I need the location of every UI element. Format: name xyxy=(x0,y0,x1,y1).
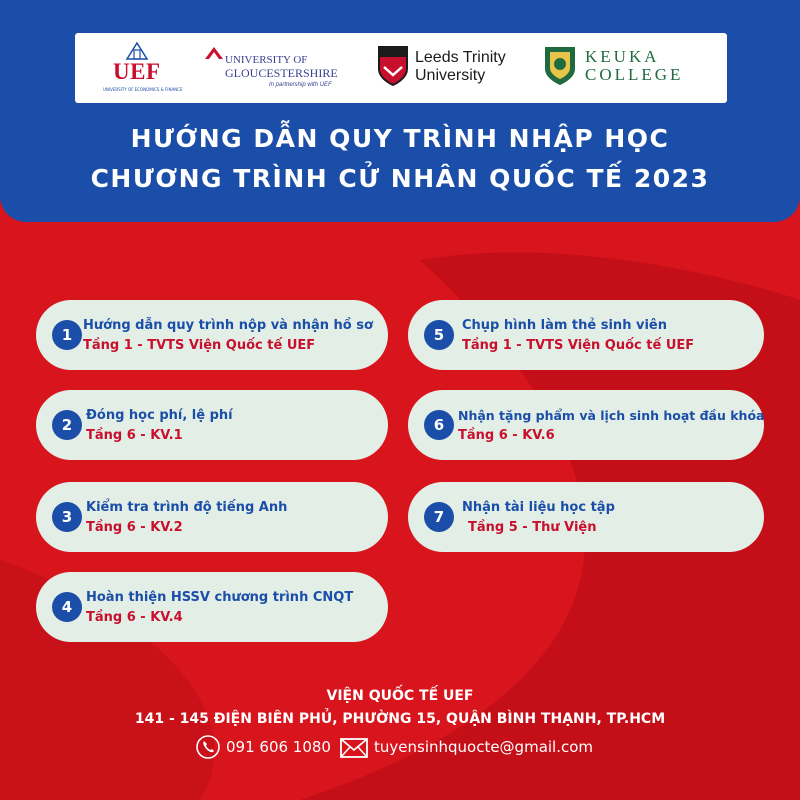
gloucestershire-partnership: In partnership with UEF xyxy=(269,82,332,88)
header-banner xyxy=(0,0,800,222)
step-card-2 xyxy=(36,390,388,460)
step-number-badge: 3 xyxy=(52,502,82,532)
step-card-4 xyxy=(36,572,388,642)
uef-logo-text: UEF xyxy=(113,59,161,84)
step-number-badge: 4 xyxy=(52,592,82,622)
leeds-shield-icon xyxy=(377,45,409,87)
step-label: Hướng dẫn quy trình nộp và nhận hồ sơ xyxy=(83,318,373,333)
phone-icon xyxy=(196,735,220,759)
gloucestershire-line2: GLOUCESTERSHIRE xyxy=(225,66,338,80)
step-label: Hoàn thiện HSSV chương trình CNQT xyxy=(86,590,354,605)
step-location: Tầng 6 - KV.4 xyxy=(86,610,183,625)
leeds-line1: Leeds Trinity xyxy=(415,49,506,66)
step-location: Tầng 1 - TVTS Viện Quốc tế UEF xyxy=(83,338,316,353)
keuka-line2: COLLEGE xyxy=(585,65,684,84)
email-icon xyxy=(340,738,368,758)
step-number-badge: 7 xyxy=(424,502,454,532)
step-location: Tầng 1 - TVTS Viện Quốc tế UEF xyxy=(462,338,695,353)
uef-emblem-icon xyxy=(125,41,149,61)
step-number-badge: 5 xyxy=(424,320,454,350)
uef-logo-subtitle: UNIVERSITY OF ECONOMICS & FINANCE xyxy=(103,87,183,92)
footer-email[interactable]: tuyensinhquocte@gmail.com xyxy=(374,738,594,756)
logo-bar xyxy=(75,33,727,103)
step-number-badge: 6 xyxy=(424,410,454,440)
keuka-college-logo xyxy=(541,33,711,103)
leeds-trinity-logo xyxy=(375,33,525,103)
step-number-badge: 1 xyxy=(52,320,82,350)
gloucestershire-chevron-icon xyxy=(205,45,223,61)
step-location: Tầng 6 - KV.6 xyxy=(458,428,555,443)
footer-contact xyxy=(0,734,800,760)
step-card-6 xyxy=(408,390,764,460)
keuka-shield-icon xyxy=(543,45,577,87)
step-card-5 xyxy=(408,300,764,370)
step-card-3 xyxy=(36,482,388,552)
step-label: Nhận tài liệu học tập xyxy=(462,500,615,515)
step-number-badge: 2 xyxy=(52,410,82,440)
gloucestershire-line1: UNIVERSITY OF xyxy=(225,54,308,66)
step-card-7 xyxy=(408,482,764,552)
footer-phone[interactable]: 091 606 1080 xyxy=(226,738,331,756)
keuka-line1: KEUKA xyxy=(585,47,660,66)
page-title-line2: CHƯƠNG TRÌNH CỬ NHÂN QUỐC TẾ 2023 xyxy=(90,164,710,193)
step-label: Chụp hình làm thẻ sinh viên xyxy=(462,318,667,333)
step-location: Tầng 6 - KV.2 xyxy=(86,520,183,535)
step-location: Tầng 6 - KV.1 xyxy=(86,428,183,443)
step-label: Đóng học phí, lệ phí xyxy=(86,408,233,423)
leeds-line2: University xyxy=(415,67,486,84)
page-title-line1: HƯỚNG DẪN QUY TRÌNH NHẬP HỌC xyxy=(130,124,670,153)
uef-logo xyxy=(97,33,181,103)
step-label: Nhận tặng phẩm và lịch sinh hoạt đầu khóa xyxy=(458,408,765,423)
footer-organization: VIỆN QUỐC TẾ UEF xyxy=(326,688,474,704)
gloucestershire-logo xyxy=(203,33,353,103)
step-label: Kiểm tra trình độ tiếng Anh xyxy=(86,500,288,515)
step-location: Tầng 5 - Thư Viện xyxy=(468,520,597,535)
footer-address: 141 - 145 ĐIỆN BIÊN PHỦ, PHƯỜNG 15, QUẬN BÌNH THẠNH, TP.HCM xyxy=(134,711,666,727)
step-card-1 xyxy=(36,300,388,370)
